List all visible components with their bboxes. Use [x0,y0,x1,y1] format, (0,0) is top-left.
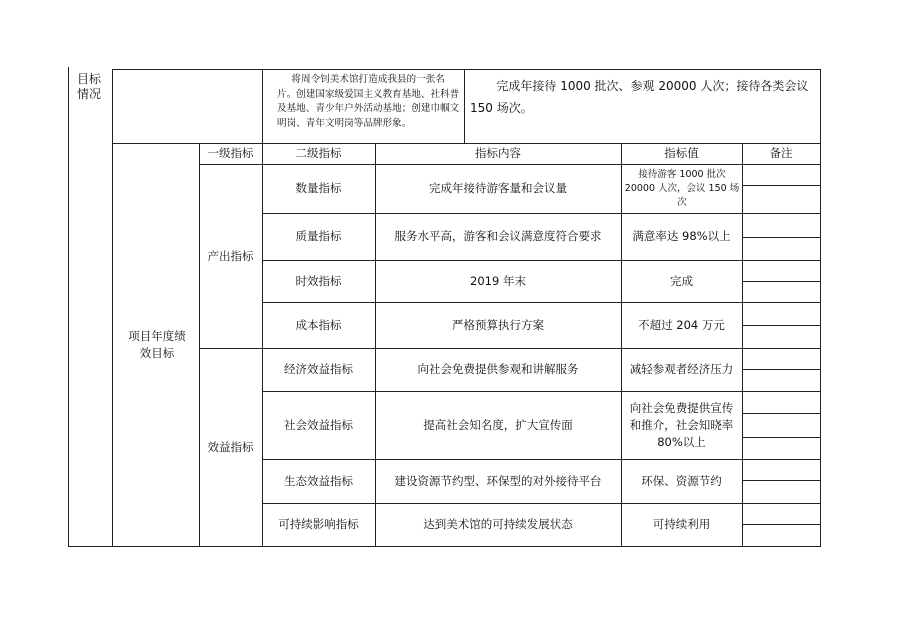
row-content: 达到美术馆的可持续发展状态 [423,517,573,531]
row-content: 完成年接待游客量和会议量 [429,181,567,195]
header-value: 指标值 [664,146,699,160]
remark-rule [742,413,821,414]
row-level2: 可持续影响指标 [278,517,359,531]
goal-description: 将周令钊美术馆打造成我县的一张名片。创建国家级爱国主义教育基地、社科普及基地、青少年户外活动基地；创建巾帼文明岗、青年文明岗等品牌形象。 [277,74,460,129]
row-level2: 数量指标 [295,181,342,195]
row-value: 完成 [670,273,693,288]
rule-col-remark [742,143,743,547]
section-label: 项目年度绩效目标 [128,329,186,360]
row-content: 2019 年末 [470,273,526,288]
row-value: 满意率达 98%以上 [632,229,731,243]
rule-goal-mid [464,69,465,144]
row-level2: 经济效益指标 [284,362,353,376]
row-value: 不超过 204 万元 [638,317,725,332]
rule-left-outer [68,67,69,547]
remark-rule [742,480,821,481]
rule-top [112,69,821,70]
remark-rule [742,325,821,326]
group-benefit-label: 效益指标 [207,439,254,454]
row-value: 减轻参观者经济压力 [629,362,734,376]
header-remark: 备注 [769,146,793,160]
header-level1: 一级指标 [207,146,254,160]
row-content: 服务水平高，游客和会议满意度符合要求 [394,229,602,243]
row-level2: 质量指标 [295,229,342,243]
row-level2: 生态效益指标 [284,473,353,488]
remark-rule [742,281,821,282]
row-level2: 社会效益指标 [284,417,353,432]
row-value: 向社会免费提供宣传和推介，社会知晓率 80%以上 [629,400,734,449]
header-content: 指标内容 [475,146,521,160]
remark-rule [742,185,821,186]
rule-left-inner [112,69,113,547]
header-level2: 二级指标 [295,146,342,160]
goal-label: 目标情况 [77,72,102,101]
remark-rule [742,237,821,238]
row-value: 可持续利用 [652,517,711,531]
remark-rule [742,524,821,525]
row-level2: 时效指标 [295,273,342,288]
rule-bottom [68,546,821,547]
row-content: 严格预算执行方案 [452,317,544,332]
row-value: 接待游客 1000 批次 20000 人次，会议 150 场次 [624,168,740,208]
row-content: 向社会免费提供参观和讲解服务 [417,362,579,376]
goal-text: 完成年接待 1000 批次、参观 20000 人次；接待各类会议 150 场次。 [470,79,809,115]
row-value: 环保、资源节约 [641,473,722,488]
row-level2: 成本指标 [295,317,342,332]
remark-rule [742,369,821,370]
remark-rule [742,437,821,438]
row-content: 建设资源节约型、环保型的对外接待平台 [394,473,602,488]
row-content: 提高社会知名度，扩大宣传面 [423,417,573,432]
rule-right [820,69,821,547]
group-output-label: 产出指标 [207,248,254,263]
